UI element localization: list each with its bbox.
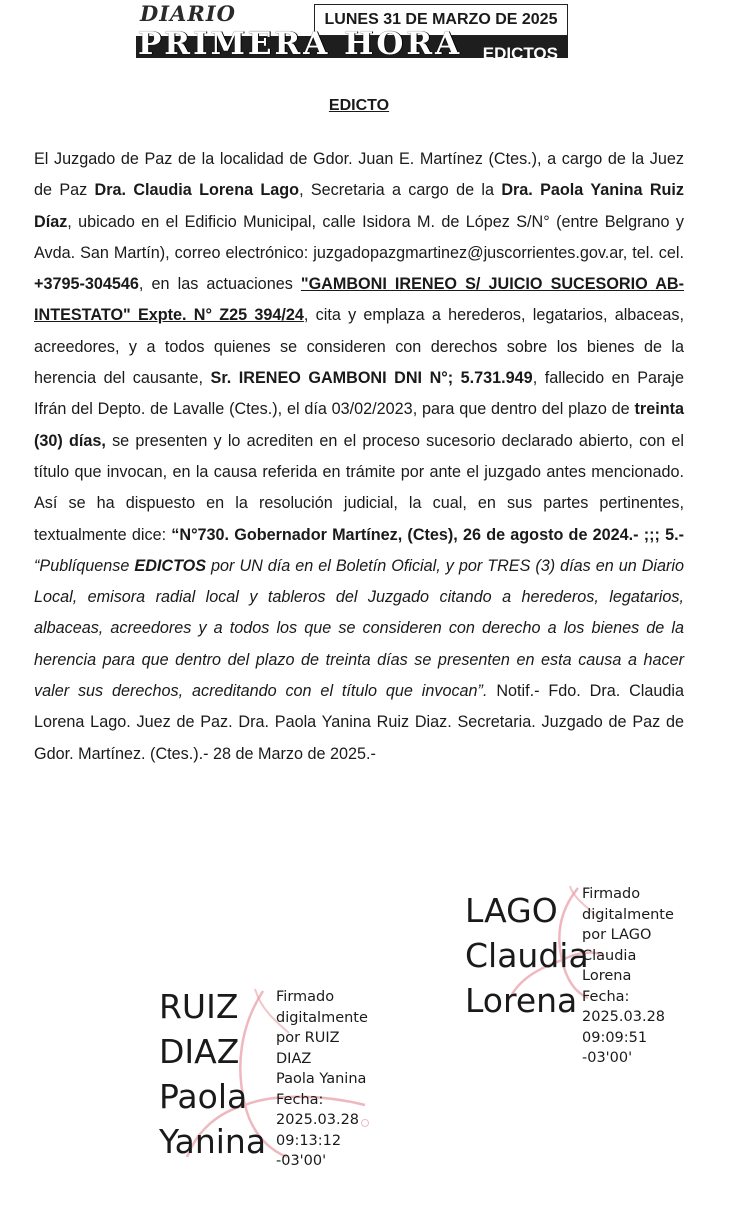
- signature-ruiz-name-line: Paola: [159, 1077, 248, 1116]
- signature-lago-info-line: 09:09:51 -03'00': [582, 1029, 648, 1066]
- edict-body: [34, 144, 684, 770]
- signature-ruiz-name-line: Yanina: [159, 1122, 267, 1161]
- signature-ruiz-name: [159, 984, 266, 1164]
- signature-ruiz-info-line: 09:13:12: [276, 1132, 342, 1149]
- signature-ruiz-name-line: DIAZ: [159, 1032, 240, 1071]
- signature-ruiz-info-line: Paola Yanina: [276, 1071, 367, 1087]
- masthead-date: LUNES 31 DE MARZO DE 2025: [314, 4, 568, 36]
- signature-lago-name-line: Lorena: [465, 981, 578, 1020]
- body-text-6: , fallecido en Paraje Ifrán del Depto. de Lavalle (Ctes.), el día 03/02/2023, para que dentro del plazo de: [34, 369, 684, 419]
- resolution-quote: [34, 557, 684, 700]
- quote-text-a: “Publíquense: [34, 556, 135, 575]
- signature-lago-info-line: por LAGO: [582, 927, 652, 943]
- signature-lago-name-line: LAGO: [465, 891, 558, 930]
- newspaper-masthead: [136, 0, 568, 63]
- body-text-2: , Secretaria a cargo de la: [299, 181, 502, 200]
- signature-ruiz-info-line: -03'00': [276, 1153, 327, 1169]
- quote-edictos: EDICTOS: [134, 556, 207, 575]
- signature-lago-name-line: Claudia: [465, 936, 589, 975]
- signature-ruiz-info-line: Fecha:: [276, 1091, 324, 1108]
- body-text-4: , en las actuaciones: [138, 275, 301, 294]
- signature-ruiz-info-line: Firmado: [276, 989, 335, 1005]
- signature-ruiz-info-line: por RUIZ DIAZ: [276, 1030, 340, 1067]
- body-text-1: El Juzgado de Paz de la localidad de Gdor. Juan E. Martínez (Ctes.), a cargo de la Juez de Paz: [34, 150, 684, 200]
- signature-lago-info-line: Fecha:: [582, 988, 630, 1005]
- term-period: treinta (30) días,: [34, 400, 684, 450]
- phone-number: +3795-304546: [34, 275, 139, 294]
- masthead-brand-top: DIARIO: [140, 1, 236, 26]
- body-text-8: Notif.- Fdo. Dra. Claudia Lorena Lago. Juez de Paz. Dra. Paola Yanina Ruiz Diaz. Secretaria. Juzgado de Paz de Gdor. Martínez. (Ctes.).- 28 de Marzo de 2025.-: [34, 682, 684, 763]
- signature-lago-name: [465, 888, 589, 1023]
- resolution-header: “N°730. Gobernador Martínez, (Ctes), 26 de agosto de 2024.- ;;; 5.-: [171, 525, 685, 544]
- signature-lago-info-line: 2025.03.28: [582, 1009, 666, 1025]
- secretary-name: Dra. Paola Yanina Ruiz Díaz: [34, 181, 684, 231]
- signature-ruiz-info: [276, 987, 368, 1172]
- signature-ruiz-name-line: RUIZ: [159, 987, 239, 1026]
- signature-lago-info-line: Firmado: [582, 886, 641, 902]
- signature-ruiz-info-line: digitalmente: [276, 1009, 368, 1026]
- deceased-name: Sr. IRENEO GAMBONI DNI N°; 5.731.949: [210, 369, 533, 388]
- quote-text-b: por UN día en el Boletín Oficial, y por TRES (3) días en un Diario Local, emisora radial local y tableros del Juzgado citando a herederos, legatarios, albaceas, acreedores y a todos los que se consideren con derecho a los bienes de la herencia para que dentro del plazo de treinta días se presenten en esta causa a hacer valer sus derechos, acreditando con el título que invocan”.: [34, 556, 684, 701]
- body-text-5: , cita y emplaza a herederos, legatarios, albaceas, acreedores, y a todos quienes se consideren con derechos sobre los bienes de la herencia del causante,: [34, 306, 684, 388]
- document-title: EDICTO: [328, 97, 390, 114]
- case-title: "GAMBONI IRENEO S/ JUICIO SUCESORIO AB-INTESTATO" Expte. N° Z25 394/24: [34, 275, 684, 325]
- body-text-7: se presenten y lo acrediten en el proceso sucesorio declarado abierto, con el título que invocan, en la causa referida en trámite por ante el juzgado antes mencionado. Así se ha dispuesto en la resolución judicial, la cual, en sus partes pertinentes, textualmente dice:: [34, 431, 684, 544]
- signature-lago-info-line: digitalmente: [582, 906, 674, 923]
- masthead-section: EDICTOS: [482, 44, 558, 63]
- signature-lago-info: [582, 884, 674, 1069]
- judge-name: Dra. Claudia Lorena Lago: [94, 181, 300, 200]
- masthead-brand-main: PRIMERA HORA: [138, 26, 463, 62]
- signature-ruiz-info-line: 2025.03.28: [276, 1112, 360, 1128]
- body-text-3: , ubicado en el Edificio Municipal, calle Isidora M. de López S/N° (entre Belgrano y Avda. San Martín), correo electrónico: juzgadopazgmartinez@juscorrientes.gov.ar, tel. cel.: [34, 212, 684, 262]
- signature-lago-info-line: Claudia Lorena: [582, 947, 637, 984]
